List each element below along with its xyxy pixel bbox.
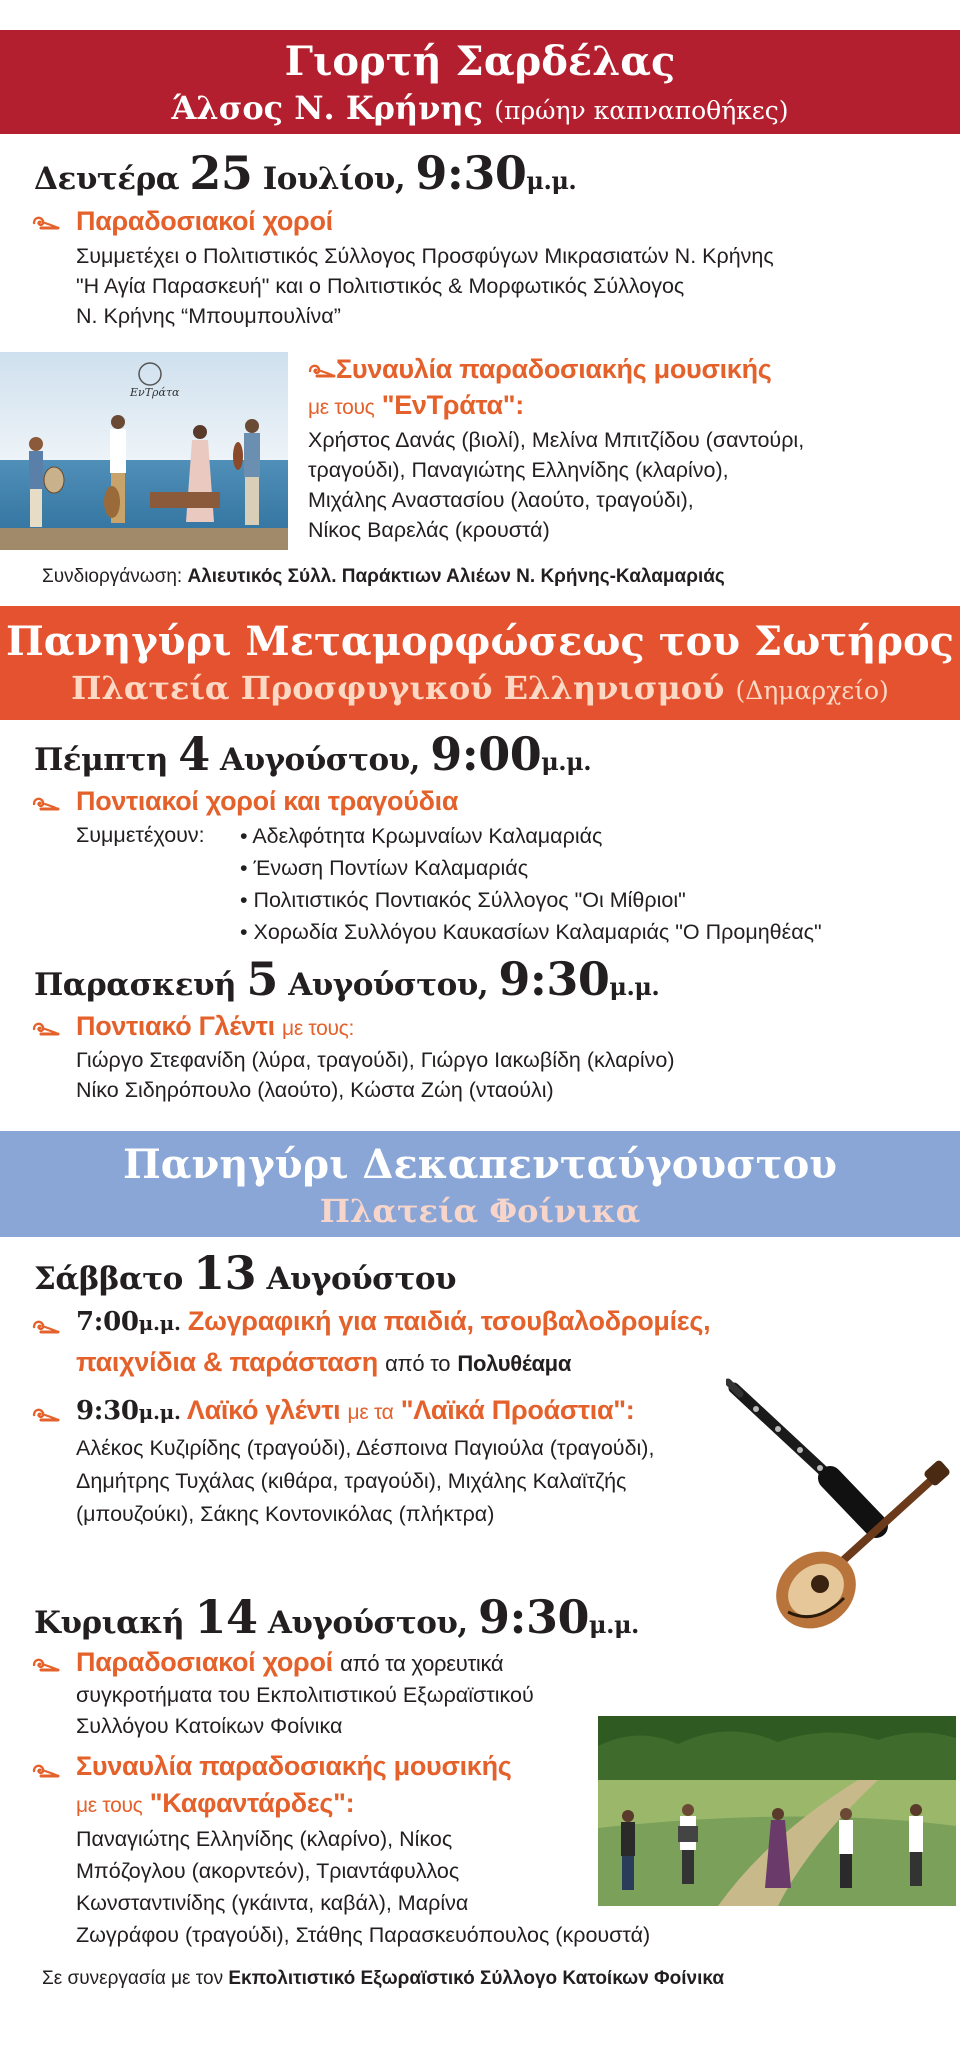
section1-co-organizer: [42, 566, 725, 588]
desc-line: Μπόζογλου (ακορντεόν), Τριαντάφυλλος: [76, 1859, 460, 1883]
date-time: 9:00: [430, 727, 542, 781]
date-day: Κυριακή: [34, 1605, 185, 1641]
desc-line: Ν. Κρήνης “Μπουμπουλίνα”: [76, 304, 341, 328]
organizer-name: Πολυθέαμα: [457, 1351, 572, 1376]
desc-line: Μιχάλης Αναστασίου (λαούτο, τραγούδι),: [308, 488, 694, 512]
list-item: • Ένωση Ποντίων Καλαμαριάς: [240, 856, 529, 880]
section3-event3-title: [76, 1647, 503, 1678]
swirl-bullet-icon: [32, 1406, 60, 1424]
with-label: με τα: [347, 1401, 394, 1424]
section2-date1: [34, 727, 591, 781]
date-time-suffix: μ.μ.: [609, 972, 660, 1001]
date-month: Αυγούστου: [266, 1261, 457, 1297]
date-number: 14: [194, 1590, 258, 1644]
entrata-band-photo: [0, 352, 288, 550]
date-number: 5: [246, 952, 278, 1006]
instruments-illustration: [726, 1376, 956, 1636]
desc-line: (μπουζούκι), Σάκης Κοντονικόλας (πλήκτρα): [76, 1502, 495, 1526]
section2-title: Πανηγύρι Μεταμορφώσεως του Σωτήρος: [5, 618, 954, 665]
section3-date1: [34, 1246, 456, 1300]
date-time: 9:30: [498, 952, 610, 1006]
section1-event1-title: Παραδοσιακοί χοροί: [76, 206, 333, 236]
group-name: "Λαϊκά Προάστια": [400, 1395, 626, 1425]
section3-date2: [34, 1590, 639, 1644]
desc-line: "Η Αγία Παρασκευή" και ο Πολιτιστικός & Μορφωτικός Σύλλογος: [76, 274, 685, 298]
group-name: "Καφαντάρδες":: [149, 1788, 355, 1818]
section3-event4-performers: [76, 1788, 354, 1819]
section1-date: [34, 146, 576, 200]
list-item: • Πολιτιστικός Ποντιακός Σύλλογος "Οι Μίθριοι": [240, 888, 686, 912]
from-label: από τα χορευτικά: [340, 1651, 504, 1676]
section1-event2-performers: [308, 390, 524, 421]
section1-location: [0, 88, 960, 131]
desc-line: Νίκο Σιδηρόπουλο (λαούτο), Κώστα Ζώη (νταούλι): [76, 1078, 554, 1102]
date-number: 13: [193, 1246, 257, 1300]
section2-event2-desc: [76, 1045, 675, 1105]
swirl-bullet-icon: [308, 362, 336, 380]
event-time-suffix: μ.μ.: [138, 1400, 181, 1424]
section3-event3-desc: [76, 1680, 534, 1742]
swirl-bullet-icon: [32, 1020, 60, 1038]
desc-line: Χρήστος Δανάς (βιολί), Μελίνα Μπιτζίδου (σαντούρι,: [308, 428, 805, 452]
event-title: Ποντιακό Γλέντι: [76, 1011, 275, 1041]
swirl-bullet-icon: [32, 795, 60, 813]
desc-line: τραγούδι), Παναγιώτης Ελληνίδης (κλαρίνο),: [308, 458, 729, 482]
date-day: Δευτέρα: [34, 161, 180, 197]
desc-line: Κωνσταντινίδης (γκάιντα, καβάλ), Μαρίνα: [76, 1891, 469, 1915]
event-title: Ζωγραφική για παιδιά, τσουβαλοδρομίες,: [187, 1306, 711, 1336]
date-month: Ιουλίου,: [262, 161, 406, 197]
event-title-cont: παιχνίδια & παράσταση: [76, 1347, 378, 1377]
section2-participants-label: Συμμετέχουν:: [76, 823, 205, 847]
swirl-bullet-icon: [32, 214, 60, 232]
clarinet-icon: [728, 1382, 876, 1526]
section1-title: Γιορτή Σαρδέλας: [284, 38, 676, 85]
date-day: Παρασκευή: [34, 967, 237, 1003]
section2-event1-title: Ποντιακοί χοροί και τραγούδια: [76, 786, 459, 816]
desc-line: Ζωγράφου (τραγούδι), Στάθης Παρασκευόπουλος (κρουστά): [76, 1923, 651, 1947]
entrata-logo-text: ΕνΤράτα: [130, 386, 180, 399]
date-day: Πέμπτη: [34, 742, 168, 778]
date-time-suffix: μ.μ.: [589, 1610, 639, 1639]
list-item: • Χορωδία Συλλόγου Καυκασίων Καλαμαριάς "Ο Προμηθέας": [240, 920, 822, 944]
collaboration-label: Σε συνεργασία με τον: [42, 1968, 224, 1989]
section1-event1-desc: [76, 241, 774, 331]
group-name: "ΕνΤράτα":: [381, 390, 524, 420]
event-title: Παραδοσιακοί χοροί: [76, 1647, 333, 1677]
section2-event2-title: [76, 1011, 354, 1042]
section2-location: [0, 668, 960, 711]
desc-line: Αλέκος Κυζιρίδης (τραγούδι), Δέσποινα Παγιούλα (τραγούδι),: [76, 1436, 655, 1460]
section3-event4-desc: [76, 1823, 650, 1951]
section2-participants-list: [240, 820, 822, 948]
co-organizer-value: Αλιευτικός Σύλλ. Παράκτιων Αλιέων Ν. Κρήνης-Καλαμαριάς: [187, 566, 725, 587]
desc-line: Συμμετέχει ο Πολιτιστικός Σύλλογος Προσφύγων Μικρασιατών Ν. Κρήνης: [76, 244, 774, 268]
bouzouki-icon: [761, 1459, 951, 1636]
desc-line: συγκροτήματα του Εκπολιτιστικού Εξωραϊστικού: [76, 1683, 534, 1707]
section1-venue-note: (πρώην καπναποθήκες): [494, 96, 789, 125]
list-item: • Αδελφότητα Κρωμναίων Καλαμαριάς: [240, 824, 603, 848]
event-time: 7:00: [76, 1307, 139, 1337]
event-time-suffix: μ.μ.: [138, 1311, 181, 1335]
with-label: με τους: [308, 396, 375, 419]
section1-venue: Άλσος Ν. Κρήνης: [171, 89, 484, 127]
desc-line: Παναγιώτης Ελληνίδης (κλαρίνο), Νίκος: [76, 1827, 453, 1851]
date-time-suffix: μ.μ.: [526, 166, 577, 195]
desc-line: Δημήτρης Τυχάλας (κιθάρα, τραγούδι), Μιχάλης Καλαϊτζής: [76, 1469, 627, 1493]
collaboration-value: Εκπολιτιστικό Εξωραϊστικό Σύλλογο Κατοίκων Φοίνικα: [228, 1968, 725, 1989]
section3-event1-title: [76, 1306, 710, 1337]
date-month: Αυγούστου,: [288, 967, 489, 1003]
section3-banner: [0, 1131, 960, 1237]
co-organizer-label: Συνδιοργάνωση:: [42, 566, 183, 587]
section1-banner: [0, 30, 960, 134]
section2-venue: Πλατεία Προσφυγικού Ελληνισμού: [71, 669, 725, 707]
section3-event2-title: [76, 1395, 634, 1426]
event-title: Λαϊκό γλέντι: [186, 1395, 341, 1425]
date-time: 9:30: [415, 146, 527, 200]
date-number: 25: [189, 146, 253, 200]
with-label: με τους:: [282, 1017, 355, 1040]
desc-line: Νίκος Βαρελάς (κρουστά): [308, 518, 550, 542]
date-month: Αυγούστου,: [267, 1605, 468, 1641]
colon: :: [625, 1395, 635, 1425]
swirl-bullet-icon: [32, 1318, 60, 1336]
swirl-bullet-icon: [32, 1762, 60, 1780]
date-day: Σάββατο: [34, 1261, 183, 1297]
kafantardes-band-photo: [598, 1716, 956, 1906]
desc-line: Γιώργο Στεφανίδη (λύρα, τραγούδι), Γιώργο Ιακωβίδη (κλαρίνο): [76, 1048, 675, 1072]
section2-date2: [34, 952, 659, 1006]
section3-event2-desc: [76, 1432, 654, 1531]
section3-collaboration: [42, 1968, 724, 1990]
section3-title: Πανηγύρι Δεκαπενταύγουστου: [122, 1141, 838, 1188]
section2-venue-note: (Δημαρχείο): [735, 676, 889, 705]
date-time: 9:30: [478, 1590, 590, 1644]
desc-line: Συλλόγου Κατοίκων Φοίνικα: [76, 1714, 343, 1738]
date-number: 4: [178, 727, 210, 781]
section2-banner: [0, 606, 960, 720]
section3-event1-title-cont: [76, 1347, 571, 1378]
event-time: 9:30: [76, 1396, 139, 1426]
swirl-bullet-icon: [32, 1656, 60, 1674]
date-time-suffix: μ.μ.: [541, 747, 592, 776]
from-label: από το: [385, 1351, 451, 1376]
with-label: με τους: [76, 1794, 143, 1817]
date-month: Αυγούστου,: [220, 742, 420, 778]
section3-venue: Πλατεία Φοίνικα: [319, 1192, 641, 1230]
section1-event2-desc: [308, 425, 804, 545]
section1-event2-title: Συναυλία παραδοσιακής μουσικής: [336, 354, 772, 384]
section3-event4-title: Συναυλία παραδοσιακής μουσικής: [76, 1751, 512, 1781]
